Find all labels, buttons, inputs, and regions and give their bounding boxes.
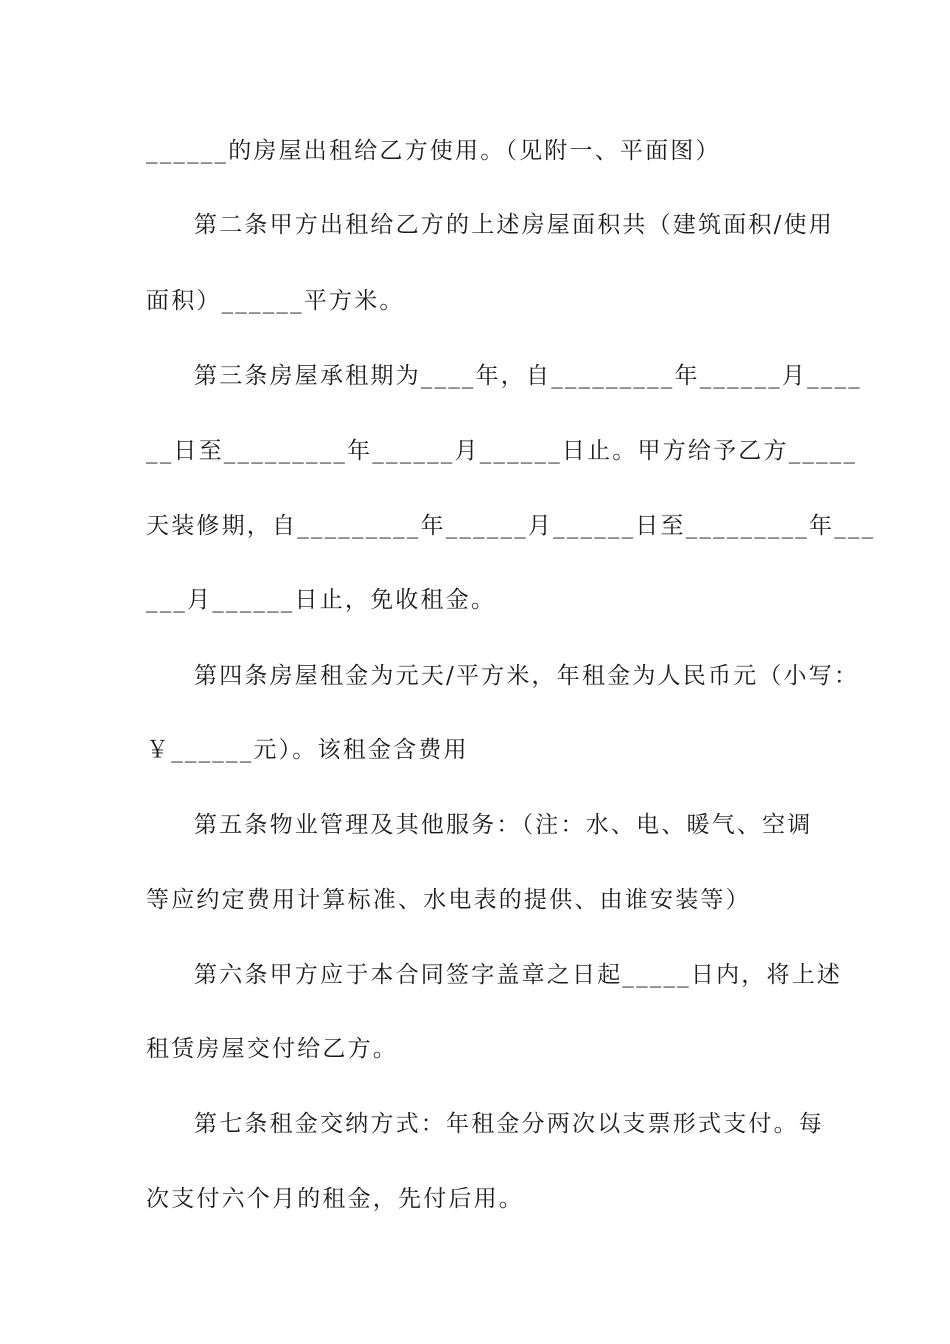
text-line-6: 天装修期，自_________年______月______日至_________年___ <box>146 513 876 539</box>
text-line-11: 等应约定费用计算标准、水电表的提供、由谁安装等） <box>146 887 751 913</box>
text-line-14: 第七条租金交纳方式：年租金分两次以支票形式支付。每 <box>194 1111 824 1137</box>
text-line-15: 次支付六个月的租金，先付后用。 <box>146 1186 524 1212</box>
text-line-12: 第六条甲方应于本合同签字盖章之日起_____日内，将上述 <box>194 962 843 988</box>
text-line-8: 第四条房屋租金为元天/平方米，年租金为人民币元（小写： <box>194 663 860 689</box>
text-line-7: ___月______日止，免收租金。 <box>146 587 497 613</box>
text-line-9: ￥______元）。该租金含费用 <box>146 737 469 763</box>
text-line-13: 租赁房屋交付给乙方。 <box>146 1036 398 1062</box>
text-line-4: 第三条房屋承租期为____年，自_________年______月____ <box>194 363 862 389</box>
text-line-10: 第五条物业管理及其他服务：（注：水、电、暖气、空调 <box>194 812 813 838</box>
text-line-3: 面积）______平方米。 <box>146 288 405 314</box>
text-line-5: __日至_________年______月______日止。甲方给予乙方_____ <box>146 438 858 464</box>
text-line-1: ______的房屋出租给乙方使用。（见附一、平面图） <box>146 138 721 164</box>
text-line-2: 第二条甲方出租给乙方的上述房屋面积共（建筑面积/使用 <box>194 212 834 238</box>
